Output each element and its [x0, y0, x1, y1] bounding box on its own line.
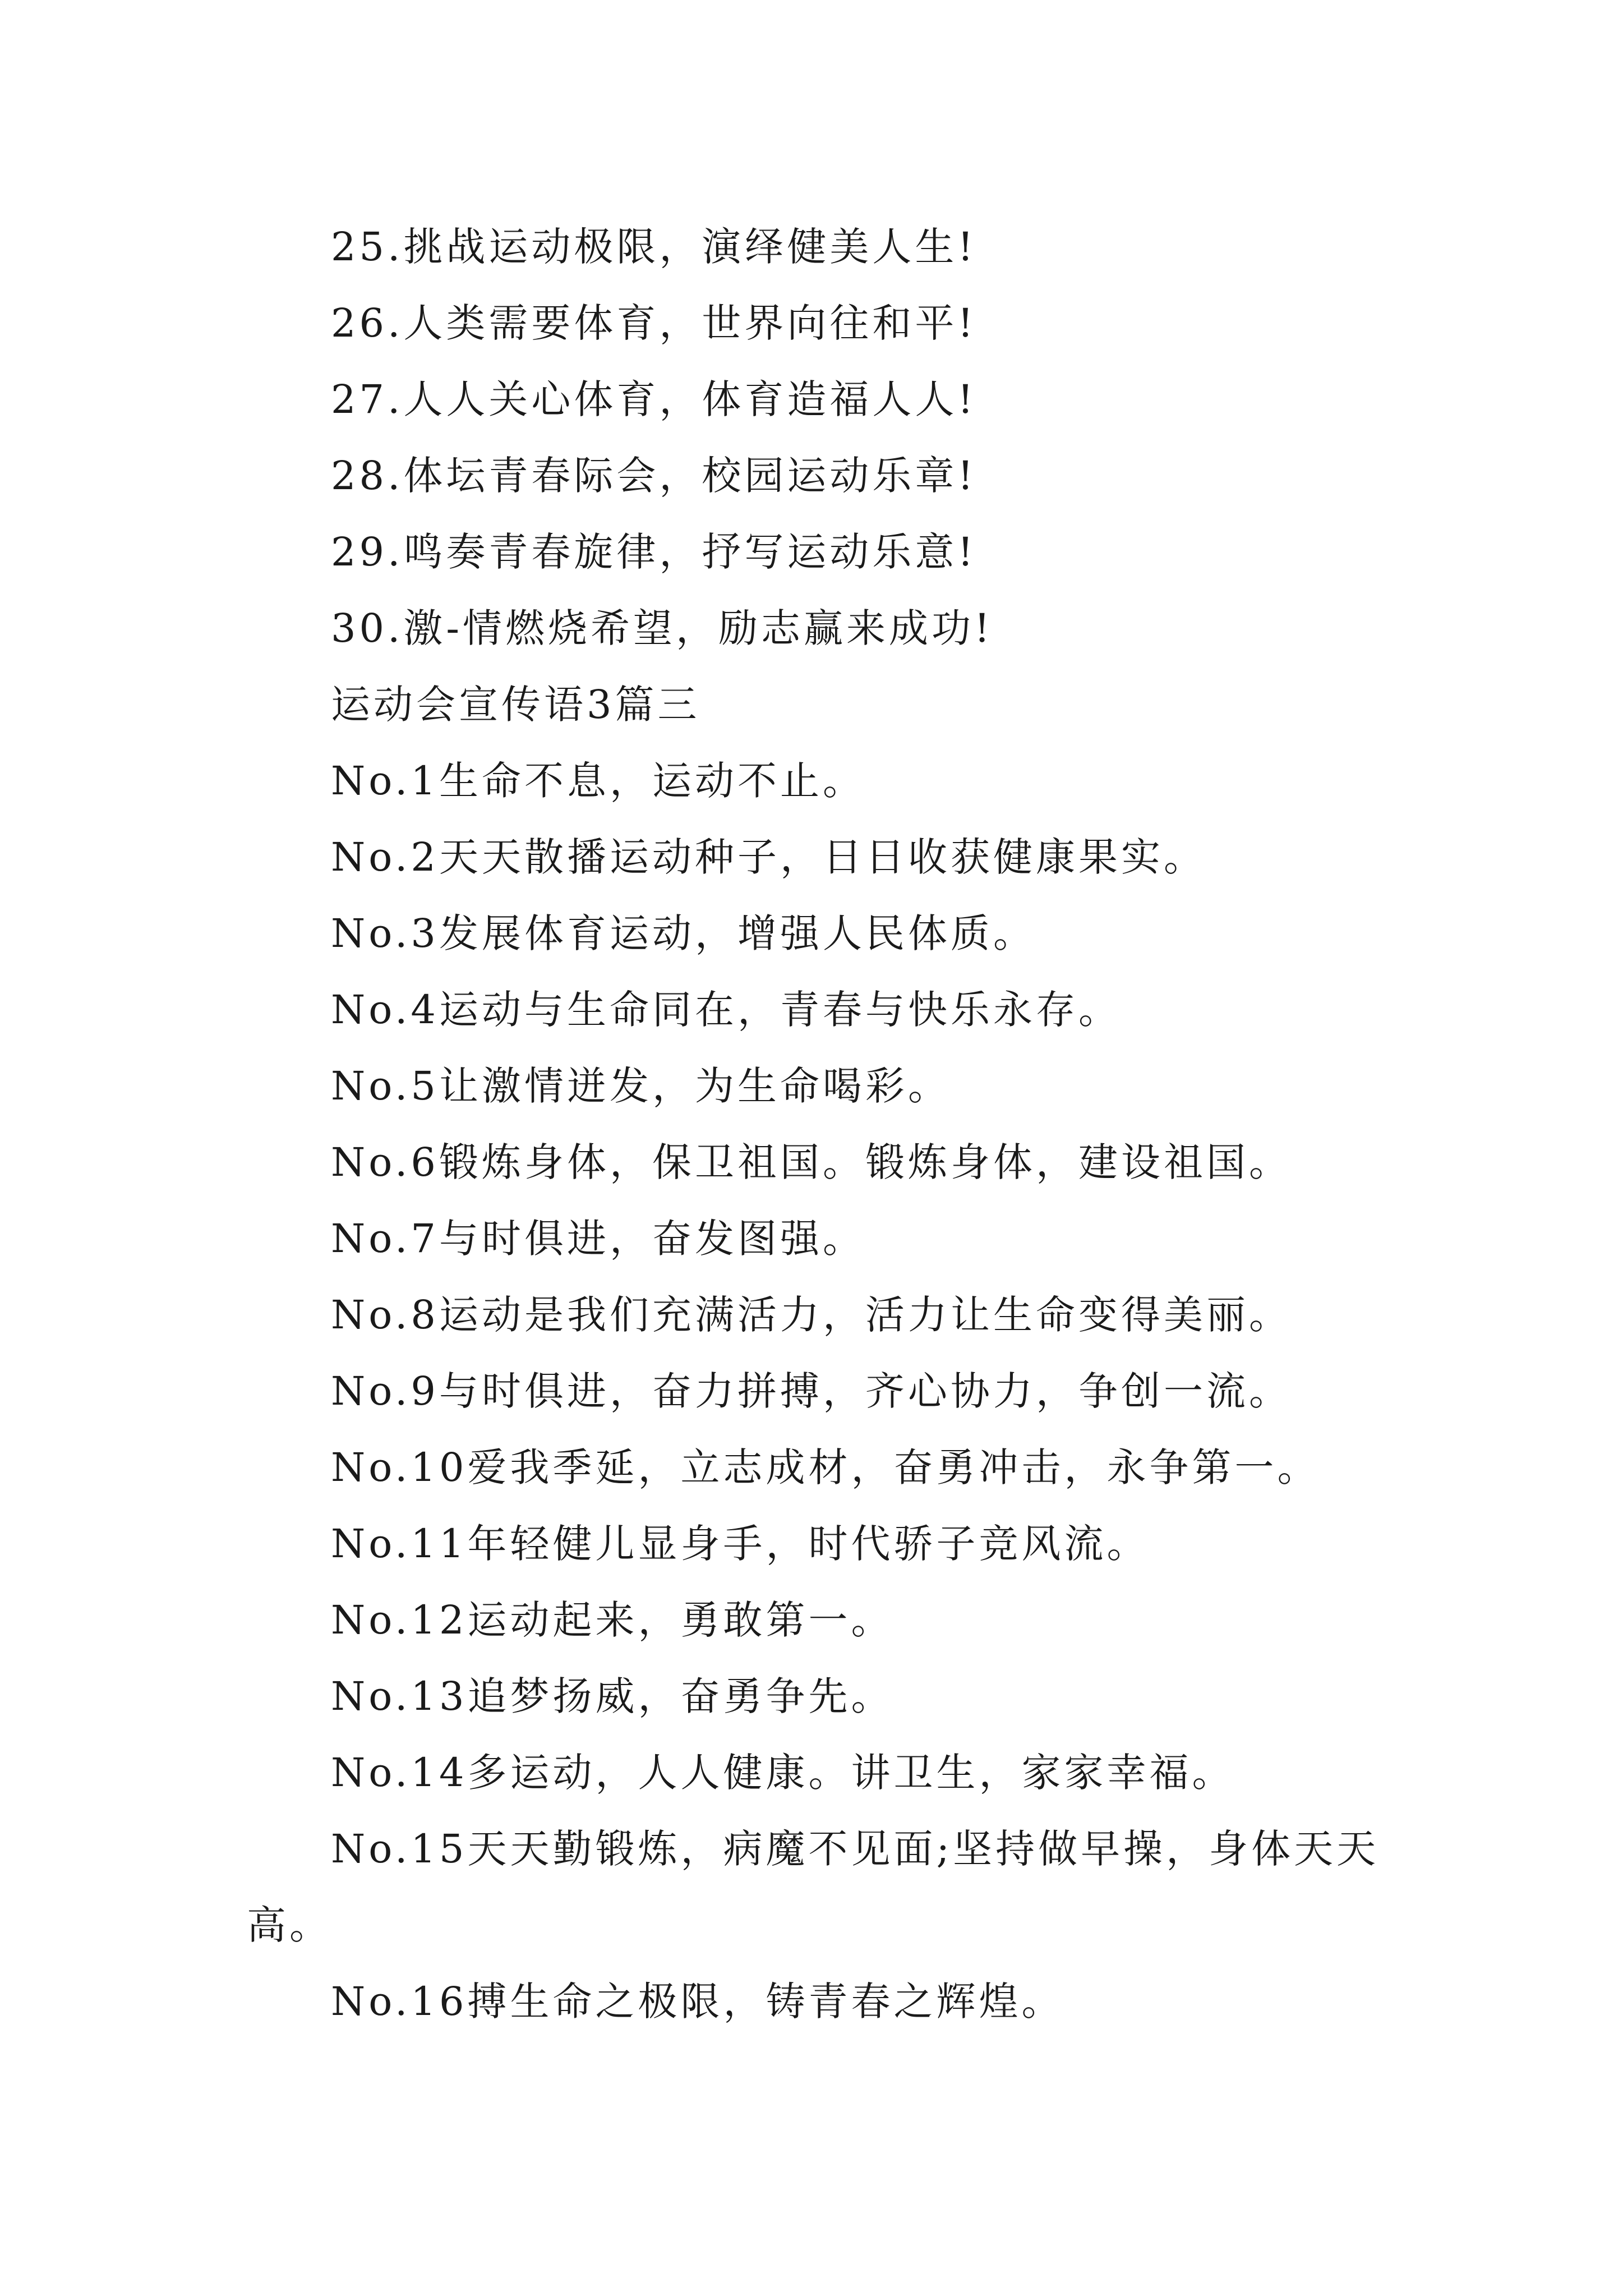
text-line: No.3发展体育运动，增强人民体质。 [331, 910, 1036, 956]
text-line: No.11年轻健儿显身手，时代骄子竞风流。 [331, 1521, 1150, 1567]
text-line: 27.人人关心体育，体育造福人人! [331, 376, 977, 422]
text-line: No.14多运动，人人健康。讲卫生，家家幸福。 [331, 1750, 1235, 1796]
document-body [247, 209, 1380, 2040]
text-line: No.5让激情迸发，为生命喝彩。 [331, 1063, 951, 1109]
text-line: 30.激-情燃烧希望，励志赢来成功! [331, 605, 994, 651]
text-line: No.2天天散播运动种子，日日收获健康果实。 [331, 834, 1206, 880]
text-line: 29.鸣奏青春旋律，抒写运动乐意! [331, 529, 977, 575]
text-line: No.4运动与生命同在，青春与快乐永存。 [331, 987, 1121, 1033]
text-line: No.9与时俱进，奋力拼搏，齐心协力，争创一流。 [331, 1368, 1292, 1414]
text-paragraph-wrapped: No.15天天勤锻炼，病魔不见面;坚持做早操，身体天天高。 [247, 1826, 1380, 1948]
text-line: No.13追梦扬威，奋勇争先。 [331, 1673, 894, 1719]
text-line: 28.体坛青春际会，校园运动乐章! [331, 453, 977, 499]
text-line: 25.挑战运动极限，演绎健美人生! [331, 224, 977, 270]
section-heading: 运动会宣传语3篇三 [331, 682, 700, 728]
text-line: 26.人类需要体育，世界向往和平! [331, 300, 977, 346]
text-line: No.16搏生命之极限，铸青春之辉煌。 [331, 1978, 1064, 2024]
text-line: No.6锻炼身体，保卫祖国。锻炼身体，建设祖国。 [331, 1139, 1292, 1185]
text-line: No.10爱我季延，立志成材，奋勇冲击，永争第一。 [331, 1444, 1320, 1490]
text-line: No.7与时俱进，奋发图强。 [331, 1216, 865, 1262]
text-line: No.12运动起来，勇敢第一。 [331, 1597, 894, 1643]
text-line: No.8运动是我们充满活力，活力让生命变得美丽。 [331, 1292, 1292, 1338]
text-line: No.1生命不息，运动不止。 [331, 758, 865, 804]
